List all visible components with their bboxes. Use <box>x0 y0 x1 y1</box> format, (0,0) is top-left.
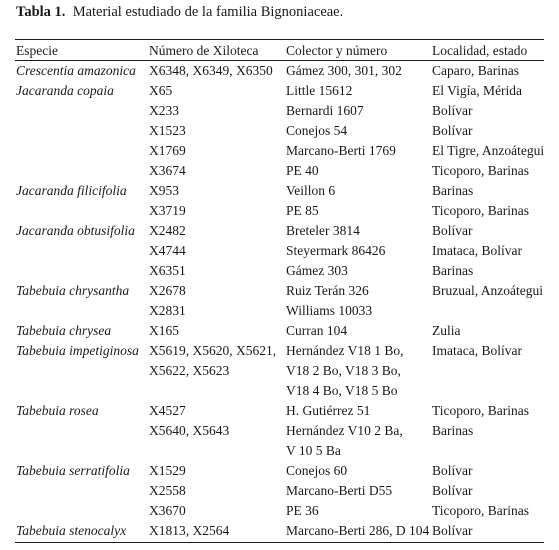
xylarium-number-cell: X1813, X2564 <box>149 523 230 538</box>
species-cell: Tabebuia chrysantha <box>16 283 130 298</box>
table-row <box>15 441 544 461</box>
collector-number-cell: Curran 104 <box>286 323 348 338</box>
xylarium-number-cell: X953 <box>149 183 179 198</box>
header-xylarium-number: Número de Xiloteca <box>149 43 259 58</box>
xylarium-number-cell: X65 <box>149 83 173 98</box>
xylarium-number-cell: X165 <box>149 323 179 338</box>
header-locality-state: Localidad, estado <box>432 43 528 58</box>
locality-cell: Ticoporo, Barinas <box>432 503 529 518</box>
table-row <box>15 321 544 341</box>
table-row <box>15 81 544 101</box>
species-cell <box>15 441 148 461</box>
collector-number-cell: H. Gutiérrez 51 <box>286 403 371 418</box>
locality-cell: Zulia <box>432 323 461 338</box>
table-row <box>15 181 544 201</box>
locality-cell: Caparo, Barinas <box>432 63 519 78</box>
xylarium-number-cell: X1769 <box>149 143 186 158</box>
collector-number-cell: Conejos 60 <box>286 463 348 478</box>
collector-number-cell: Williams 10033 <box>286 303 373 318</box>
xylarium-number-cell: X4744 <box>149 243 186 258</box>
collector-number-cell: Steyermark 86426 <box>286 243 386 258</box>
locality-cell: Bruzual, Anzoátegui <box>432 283 543 298</box>
table-row <box>15 461 544 481</box>
species-cell <box>15 161 148 181</box>
table-row <box>15 501 544 521</box>
table-row <box>15 301 544 321</box>
table-row <box>15 241 544 261</box>
collector-number-cell: Hernández V18 1 Bo, <box>286 343 404 358</box>
locality-cell: Bolívar <box>432 483 473 498</box>
locality-cell <box>431 381 544 401</box>
xylarium-number-cell: X1529 <box>149 463 186 478</box>
species-cell: Jacaranda copaia <box>16 83 114 98</box>
collector-number-cell: Gámez 300, 301, 302 <box>286 63 402 78</box>
table-row <box>15 101 544 121</box>
collector-number-cell: Ruiz Terán 326 <box>286 283 369 298</box>
species-cell <box>15 121 148 141</box>
species-cell <box>15 101 148 121</box>
locality-cell: Ticoporo, Barinas <box>432 163 529 178</box>
collector-number-cell: Gámez 303 <box>286 263 348 278</box>
locality-cell <box>431 301 544 321</box>
xylarium-number-cell: X5640, X5643 <box>149 423 230 438</box>
xylarium-number-cell <box>148 441 285 461</box>
collector-number-cell: PE 36 <box>286 503 319 518</box>
species-cell <box>15 421 148 441</box>
xylarium-number-cell: X233 <box>149 103 179 118</box>
species-cell: Tabebuia impetiginosa <box>16 343 139 358</box>
species-cell <box>15 241 148 261</box>
xylarium-number-cell: X5619, X5620, X5621, <box>149 343 277 358</box>
xylarium-number-cell: X2831 <box>149 303 186 318</box>
xylarium-number-cell: X5622, X5623 <box>149 363 230 378</box>
table-row <box>15 221 544 241</box>
species-cell <box>15 261 148 281</box>
species-cell: Tabebuia stenocalyx <box>16 523 127 538</box>
locality-cell: Imataca, Bolívar <box>432 343 522 358</box>
locality-cell <box>431 441 544 461</box>
header-row <box>15 41 544 60</box>
species-cell: Jacaranda filicifolia <box>16 183 127 198</box>
species-cell: Crescentia amazonica <box>16 63 136 78</box>
table-row <box>15 121 544 141</box>
xylarium-number-cell: X3670 <box>149 503 186 518</box>
table-row <box>15 60 544 81</box>
species-cell <box>15 301 148 321</box>
locality-cell: Imataca, Bolívar <box>432 243 522 258</box>
locality-cell: Bolívar <box>432 223 473 238</box>
collector-number-cell: Hernández V10 2 Ba, <box>286 423 403 438</box>
table-row <box>15 381 544 401</box>
header-collector-number: Colector y número <box>286 43 388 58</box>
table-row <box>15 261 544 281</box>
locality-cell: Barinas <box>432 263 474 278</box>
table-row <box>15 401 544 421</box>
collector-number-cell: V18 4 Bo, V18 5 Bo <box>286 383 398 398</box>
species-cell: Tabebuia chrysea <box>16 323 112 338</box>
table-row <box>15 281 544 301</box>
collector-number-cell: Veillon 6 <box>286 183 336 198</box>
collector-number-cell: Conejos 54 <box>286 123 348 138</box>
table-row <box>15 361 544 381</box>
species-cell: Tabebuia rosea <box>16 403 99 418</box>
xylarium-number-cell: X1523 <box>149 123 186 138</box>
species-cell: Tabebuia serratifolia <box>16 463 130 478</box>
xylarium-number-cell: X2482 <box>149 223 186 238</box>
xylarium-number-cell <box>148 381 285 401</box>
table-row <box>15 421 544 441</box>
xylarium-number-cell: X6348, X6349, X6350 <box>149 63 273 78</box>
table-row <box>15 201 544 221</box>
locality-cell: Bolívar <box>432 103 473 118</box>
species-cell: Jacaranda obtusifolia <box>16 223 135 238</box>
species-cell <box>15 481 148 501</box>
species-cell <box>15 381 148 401</box>
collector-number-cell: Little 15612 <box>286 83 353 98</box>
locality-cell: Ticoporo, Barinas <box>432 403 529 418</box>
collector-number-cell: V 10 5 Ba <box>286 443 341 458</box>
collector-number-cell: Marcano-Berti 1769 <box>286 143 396 158</box>
table-row <box>15 341 544 361</box>
collector-number-cell: PE 85 <box>286 203 319 218</box>
locality-cell: Bolívar <box>432 123 473 138</box>
collector-number-cell: Breteler 3814 <box>286 223 360 238</box>
species-cell <box>15 141 148 161</box>
locality-cell: Barinas <box>432 183 474 198</box>
collector-number-cell: Marcano-Berti D55 <box>286 483 393 498</box>
collector-number-cell: PE 40 <box>286 163 319 178</box>
bottom-rule <box>15 542 544 543</box>
locality-cell: Barinas <box>432 423 474 438</box>
xylarium-number-cell: X2558 <box>149 483 186 498</box>
locality-cell: Ticoporo, Barinas <box>432 203 529 218</box>
xylarium-number-cell: X6351 <box>149 263 186 278</box>
xylarium-number-cell: X3674 <box>149 163 186 178</box>
species-cell <box>15 201 148 221</box>
species-cell <box>15 361 148 381</box>
xylarium-number-cell: X2678 <box>149 283 186 298</box>
locality-cell: Bolívar <box>432 523 473 538</box>
collector-number-cell: Marcano-Berti 286, D 104 <box>286 523 430 538</box>
table-row <box>15 521 544 541</box>
xylarium-number-cell: X4527 <box>149 403 186 418</box>
table-caption <box>16 3 343 21</box>
collector-number-cell: V18 2 Bo, V18 3 Bo, <box>286 363 401 378</box>
table-title: Material estudiado de la familia Bignoniaceae. <box>72 4 344 20</box>
xylarium-number-cell: X3719 <box>149 203 186 218</box>
locality-cell: El Tigre, Anzoátegui <box>432 143 545 158</box>
collector-number-cell: Bernardi 1607 <box>286 103 364 118</box>
locality-cell: Bolívar <box>432 463 473 478</box>
locality-cell: El Vigía, Mérida <box>432 83 523 98</box>
species-cell <box>15 501 148 521</box>
table-number: Tabla 1. <box>16 4 66 20</box>
table-body <box>15 60 544 541</box>
specimen-table <box>15 41 544 541</box>
locality-cell <box>431 361 544 381</box>
header-species: Especie <box>16 43 58 58</box>
table-row <box>15 481 544 501</box>
table-row <box>15 141 544 161</box>
table-row <box>15 161 544 181</box>
